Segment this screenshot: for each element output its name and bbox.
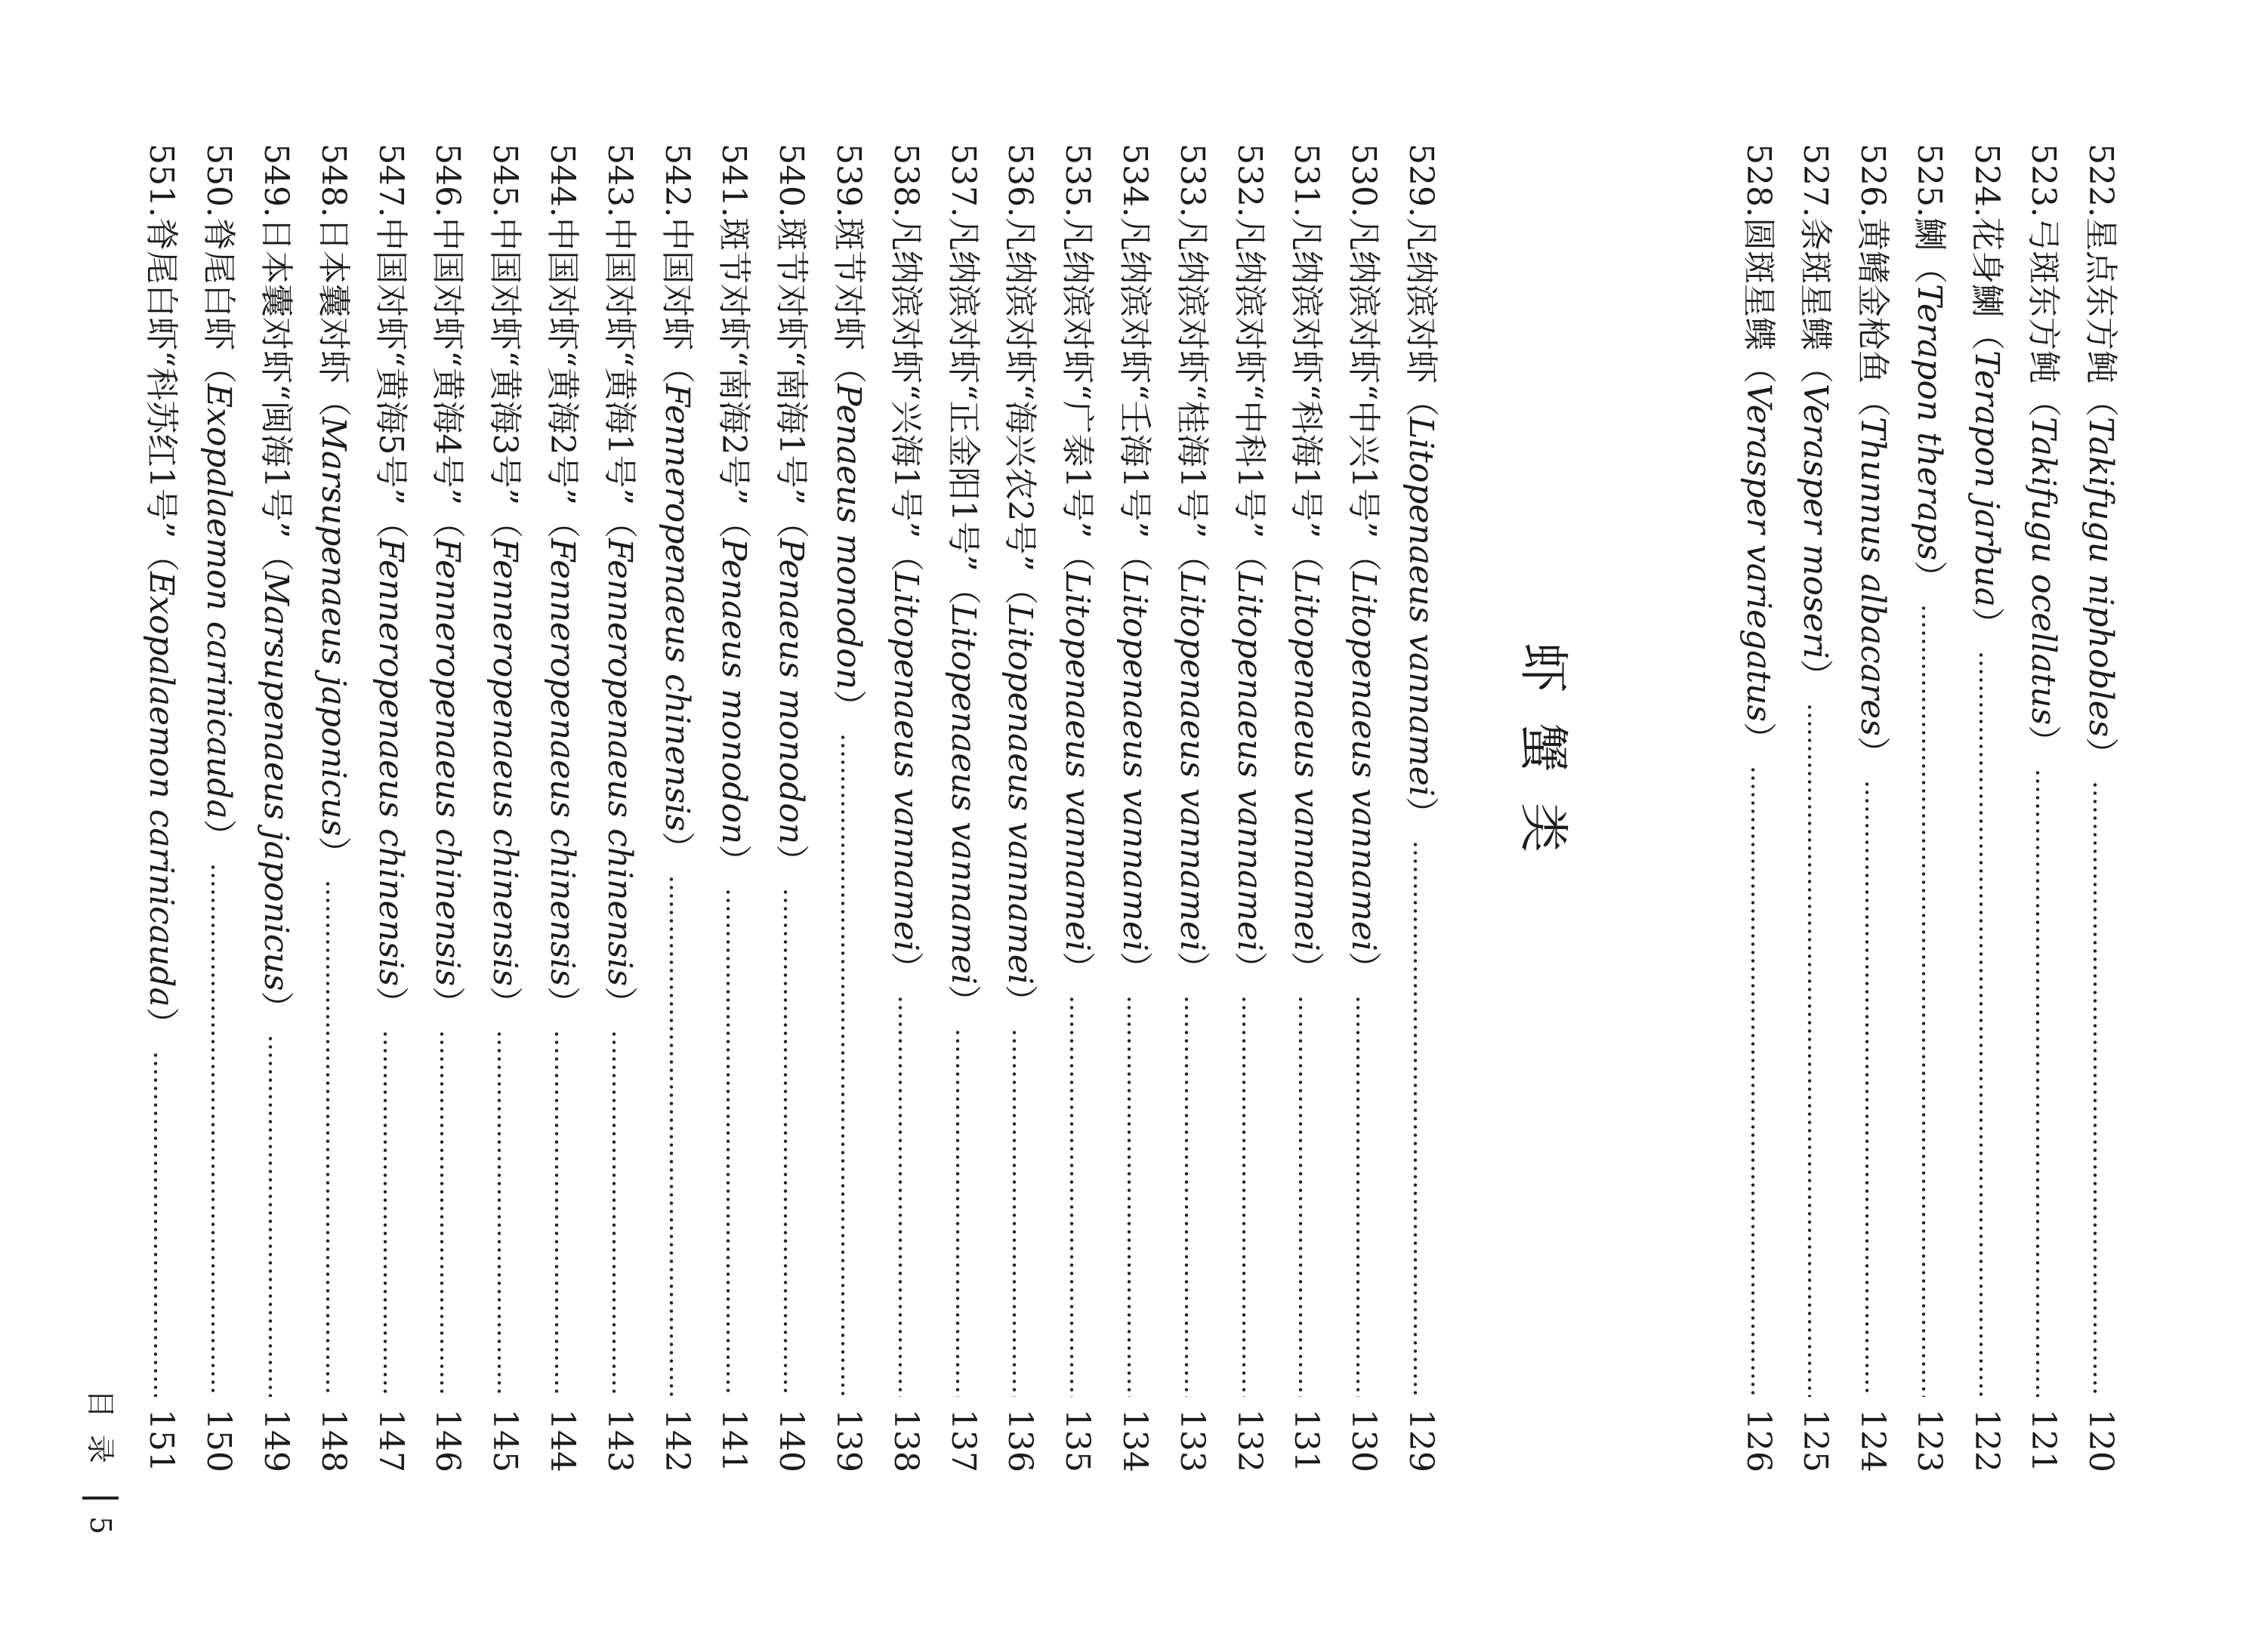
entry-scientific-name: Fenneropenaeus chinensis [428, 538, 467, 987]
entry-paren-close: ） [600, 986, 639, 1020]
entry-page-number: 146 [428, 1409, 467, 1472]
toc-entry [255, 143, 297, 1472]
entry-number: 526 [1853, 143, 1892, 207]
entry-separator: . [142, 206, 181, 217]
entry-title: 中国对虾 [657, 217, 696, 350]
entry-number: 522 [2081, 143, 2120, 207]
entry-number: 551 [142, 143, 181, 207]
entry-paren-close: ） [371, 986, 410, 1020]
entry-scientific-name: Fenneropenaeus chinensis [486, 538, 525, 987]
toc-entry [770, 143, 812, 1472]
entry-paren-close: ） [657, 831, 696, 865]
entry-paren-close: ） [1967, 606, 2006, 640]
entry-paren-open: （ [543, 504, 582, 538]
entry-scientific-name: Penaeus monodon [714, 538, 754, 845]
entry-number: 546 [428, 143, 467, 207]
entry-dot-leader [669, 875, 674, 1397]
toc-entry [884, 143, 927, 1472]
entry-dot-leader [612, 1030, 616, 1397]
entry-title: 凡纳滨对虾 [1402, 217, 1440, 384]
entry-separator: . [2024, 206, 2063, 217]
toc-entry [598, 143, 640, 1472]
toc-entry [1056, 143, 1098, 1472]
entry-page-number: 137 [943, 1409, 983, 1472]
footer-page-number: 5 [84, 1516, 117, 1535]
entry-separator: . [1058, 206, 1097, 217]
entry-dot-leader [497, 1030, 501, 1397]
entry-dot-leader [1922, 604, 1927, 1397]
footer-label: 目录 [84, 1389, 117, 1481]
entry-separator: . [886, 206, 925, 217]
entry-page-number: 141 [714, 1409, 754, 1472]
entry-scientific-name: Takifugu niphobles [2081, 416, 2120, 738]
entry-scientific-name: Terapon theraps [1910, 283, 1949, 561]
entry-paren-close: ） [543, 986, 582, 1020]
entry-title: 凡纳滨对虾“中兴1号” [1344, 217, 1384, 538]
entry-number: 532 [1230, 143, 1269, 207]
entry-page-number: 148 [313, 1409, 353, 1472]
entry-paren-open: （ [199, 350, 239, 384]
entry-title: 鯻 [1910, 217, 1949, 251]
entry-paren-close: ） [943, 984, 983, 1018]
entry-separator: . [1402, 206, 1440, 217]
toc-entry [656, 143, 698, 1472]
entry-number: 550 [199, 143, 239, 207]
entry-separator: . [1115, 206, 1154, 217]
entry-page-number: 145 [486, 1409, 525, 1472]
toc-entry [483, 143, 526, 1472]
entry-title: 凡纳滨对虾“中科1号” [1230, 217, 1269, 538]
entry-number: 543 [600, 143, 639, 207]
entry-scientific-name: Litopenaeus vannamei [1058, 571, 1097, 951]
entry-paren-open: （ [1344, 538, 1384, 572]
toc-entry [197, 143, 239, 1472]
entry-number: 534 [1115, 143, 1154, 207]
entry-page-number: 135 [1058, 1409, 1097, 1472]
toc-entry [1399, 143, 1442, 1472]
entry-paren-close: ） [1230, 951, 1269, 985]
entry-separator: . [257, 206, 295, 217]
toc-entry [1171, 143, 1213, 1472]
entry-paren-close: ） [2024, 725, 2063, 759]
toc-entry [1285, 143, 1327, 1472]
entry-page-number: 150 [199, 1409, 239, 1472]
entry-scientific-name: Marsupenaeus japonicus [313, 416, 353, 837]
entry-paren-open: （ [1172, 538, 1211, 572]
entry-dot-leader [326, 880, 330, 1397]
entry-paren-close: ） [1796, 658, 1835, 692]
entry-title: 中国对虾“黄海3号” [486, 217, 525, 505]
entry-separator: . [1001, 206, 1040, 217]
entry-page-number: 144 [543, 1409, 582, 1472]
toc-entry [1794, 143, 1837, 1472]
entry-separator: . [714, 206, 754, 217]
entry-scientific-name: Litopenaeus vannamei [1172, 571, 1211, 951]
entry-title: 中国对虾“黄海1号” [600, 217, 639, 505]
entry-dot-leader [268, 1034, 273, 1397]
entry-scientific-name: Marsupenaeus japonicus [257, 571, 295, 991]
entry-title: 圆斑星鲽 [1739, 217, 1778, 350]
entry-page-number: 124 [1853, 1409, 1892, 1472]
entry-dot-leader [2036, 769, 2041, 1397]
entry-paren-close: ） [1739, 722, 1778, 756]
entry-paren-close: ） [1910, 560, 1949, 594]
entry-dot-leader [1356, 995, 1360, 1397]
entry-separator: . [371, 206, 410, 217]
page-footer [78, 1389, 123, 1638]
entry-page-number: 123 [1910, 1409, 1949, 1472]
entry-separator: . [1853, 206, 1892, 217]
entry-paren-close: ） [1853, 735, 1892, 769]
entry-scientific-name: Litopenaeus vannamei [1115, 571, 1154, 951]
entry-page-number: 129 [1402, 1409, 1440, 1472]
toc-entry [1737, 143, 1779, 1472]
entry-page-number: 138 [886, 1409, 925, 1472]
entry-paren-close: ） [714, 844, 754, 878]
entry-scientific-name: Fenneropenaeus chinensis [543, 538, 582, 987]
entry-title: 凡纳滨对虾“正金阳1号” [943, 217, 983, 572]
entry-paren-close: ） [486, 986, 525, 1020]
entry-paren-close: ） [1001, 984, 1040, 1018]
entry-title: 中国对虾“黄海5号” [371, 217, 410, 505]
entry-paren-close: ） [257, 991, 295, 1025]
entry-scientific-name: Litopenaeus vannamei [1287, 571, 1326, 951]
entry-paren-close: ） [428, 986, 467, 1020]
entry-paren-open: （ [1058, 538, 1097, 572]
entry-number: 536 [1001, 143, 1040, 207]
entry-paren-open: （ [142, 538, 181, 572]
entry-scientific-name: Litopenaeus vannamei [1230, 571, 1269, 951]
entry-scientific-name: Litopenaeus vannamei [943, 604, 983, 985]
entry-separator: . [543, 206, 582, 217]
entry-separator: . [1967, 206, 2006, 217]
entry-paren-open: （ [486, 504, 525, 538]
entry-paren-open: （ [428, 504, 467, 538]
toc-entry [312, 143, 354, 1472]
entry-dot-leader [554, 1030, 559, 1397]
entry-scientific-name: Litopenaeus vannamei [886, 571, 925, 951]
entry-dot-leader [1242, 995, 1246, 1397]
entry-page-number: 136 [1001, 1409, 1040, 1472]
entry-dot-leader [211, 863, 215, 1397]
toc-entry [541, 143, 583, 1472]
entry-dot-leader [1413, 840, 1418, 1397]
entry-number: 528 [1739, 143, 1778, 207]
entry-dot-leader [2093, 781, 2097, 1397]
entry-dot-leader [1865, 780, 1869, 1397]
entry-title: 黄鳍金枪鱼 [1853, 217, 1892, 384]
entry-page-number: 121 [2024, 1409, 2063, 1472]
entry-title: 中国对虾“黄海2号” [543, 217, 582, 505]
entry-page-number: 131 [1287, 1409, 1326, 1472]
entry-dot-leader [898, 995, 903, 1397]
entry-number: 541 [714, 143, 754, 207]
entry-dot-leader [726, 888, 730, 1397]
entry-paren-close: ） [142, 1007, 181, 1040]
entry-separator: . [1739, 206, 1778, 217]
entry-separator: . [428, 206, 467, 217]
entry-separator: . [313, 206, 353, 217]
entry-paren-close: ） [829, 689, 868, 723]
entry-scientific-name: Litopenaeus vannamei [1001, 604, 1040, 985]
entry-separator: . [1796, 206, 1835, 217]
entry-paren-close: ） [313, 836, 353, 870]
entry-title: 斑节对虾 [829, 217, 868, 350]
entry-title: 凡纳滨对虾“海兴农2号” [1001, 217, 1040, 572]
entry-paren-open: （ [371, 504, 410, 538]
entry-scientific-name: Exopalaemon carinicauda [199, 383, 239, 819]
entry-paren-close: ） [199, 818, 239, 852]
entry-number: 538 [886, 143, 925, 207]
entry-separator: . [2081, 206, 2120, 217]
entry-page-number: 132 [1230, 1409, 1269, 1472]
entry-paren-open: （ [943, 571, 983, 605]
entry-title: 脊尾白虾“科苏红1号” [142, 217, 181, 538]
entry-separator: . [1344, 206, 1384, 217]
entry-number: 549 [257, 143, 295, 207]
toc-entry [1342, 143, 1384, 1472]
entry-paren-open: （ [714, 504, 754, 538]
entry-scientific-name: Fenneropenaeus chinensis [371, 538, 410, 987]
entry-scientific-name: Verasper variegatus [1739, 383, 1778, 723]
entry-scientific-name: Penaeus monodon [772, 538, 811, 845]
entry-paren-open: （ [313, 383, 353, 417]
entry-paren-open: （ [1001, 571, 1040, 605]
entry-number: 542 [657, 143, 696, 207]
toc-entry [426, 143, 468, 1472]
toc-entry [712, 143, 754, 1472]
toc-entry [998, 143, 1041, 1472]
entry-page-number: 147 [371, 1409, 410, 1472]
entry-dot-leader [383, 1030, 387, 1397]
entry-dot-leader [1127, 995, 1131, 1397]
entry-paren-close: ） [1344, 951, 1384, 985]
entry-paren-close: ） [1115, 951, 1154, 985]
entry-dot-leader [1979, 651, 1983, 1397]
entry-paren-close: ） [1402, 797, 1440, 830]
entry-page-number: 122 [1967, 1409, 2006, 1472]
entry-dot-leader [1184, 995, 1189, 1397]
entry-title: 凡纳滨对虾“桂海1号” [1172, 217, 1211, 538]
entry-dot-leader [1012, 1028, 1017, 1397]
entry-paren-open: （ [1115, 538, 1154, 572]
entry-scientific-name: Litopenaeus vannamei [1344, 571, 1384, 951]
entry-paren-open: （ [257, 538, 295, 572]
entry-paren-open: （ [1910, 250, 1949, 284]
entry-dot-leader [1069, 995, 1074, 1397]
toc-entry [2023, 143, 2065, 1472]
entry-separator: . [772, 206, 811, 217]
entry-paren-close: ） [772, 844, 811, 878]
entry-title: 凡纳滨对虾“科海1号” [1287, 217, 1326, 538]
entry-page-number: 125 [1796, 1409, 1835, 1472]
entry-page-number: 140 [772, 1409, 811, 1472]
entry-paren-open: （ [1796, 350, 1835, 384]
entry-paren-open: （ [1739, 350, 1778, 384]
toc-entry [2079, 143, 2121, 1472]
entry-separator: . [1230, 206, 1269, 217]
entry-paren-close: ） [2081, 737, 2120, 771]
toc-entry [369, 143, 412, 1472]
entry-number: 537 [943, 143, 983, 207]
entry-number: 523 [2024, 143, 2063, 207]
toc-entry [1851, 143, 1893, 1472]
entry-number: 548 [313, 143, 353, 207]
entry-scientific-name: Takifugu ocellatus [2024, 416, 2063, 726]
entry-title: 日本囊对虾“闽海1号” [257, 217, 295, 538]
entry-paren-open: （ [886, 538, 925, 572]
entry-scientific-name: Litopenaeus vannamei [1402, 416, 1440, 797]
entry-title: 日本囊对虾 [313, 217, 353, 384]
entry-number: 527 [1796, 143, 1835, 207]
entry-paren-open: （ [1967, 316, 2006, 350]
entry-dot-leader [440, 1030, 444, 1397]
entry-page-number: 151 [142, 1409, 181, 1472]
entry-separator: . [1287, 206, 1326, 217]
entry-scientific-name: Fenneropenaeus chinensis [600, 538, 639, 987]
entry-paren-close: ） [886, 951, 925, 985]
entry-dot-leader [153, 1051, 158, 1397]
entry-page-number: 149 [257, 1409, 295, 1472]
entry-paren-close: ） [1287, 951, 1326, 985]
entry-dot-leader [841, 733, 845, 1397]
entry-separator: . [657, 206, 696, 217]
section-heading: 虾蟹类 [1514, 643, 1572, 883]
entry-separator: . [1910, 206, 1949, 217]
entry-number: 540 [772, 143, 811, 207]
entry-dot-leader [1808, 703, 1813, 1397]
entry-title: 凡纳滨对虾“壬海1号” [1115, 217, 1154, 538]
entry-title: 中国对虾“黄海4号” [428, 217, 467, 505]
entry-dot-leader [1298, 995, 1303, 1397]
entry-page-number: 133 [1172, 1409, 1211, 1472]
entry-paren-open: （ [772, 504, 811, 538]
entry-title: 弓斑东方鲀 [2024, 217, 2063, 384]
entry-page-number: 134 [1115, 1409, 1154, 1472]
entry-scientific-name: Verasper moseri [1796, 383, 1835, 659]
entry-paren-open: （ [1402, 383, 1440, 417]
entry-dot-leader [955, 1028, 960, 1397]
entry-number: 525 [1910, 143, 1949, 207]
entry-page-number: 142 [657, 1409, 696, 1472]
entry-number: 547 [371, 143, 410, 207]
toc-entry [1228, 143, 1270, 1472]
entry-paren-open: （ [1230, 538, 1269, 572]
entry-title: 条斑星鲽 [1796, 217, 1835, 350]
entry-paren-open: （ [829, 350, 868, 384]
entry-page-number: 126 [1739, 1409, 1778, 1472]
entry-dot-leader [1751, 766, 1755, 1397]
entry-number: 524 [1967, 143, 2006, 207]
entry-number: 545 [486, 143, 525, 207]
entry-paren-open: （ [1287, 538, 1326, 572]
footer-divider [82, 1497, 119, 1500]
entry-scientific-name: Terapon jarbua [1967, 350, 2006, 607]
entry-number: 530 [1344, 143, 1384, 207]
toc-entry [140, 143, 182, 1472]
toc-entry [1965, 143, 2007, 1472]
entry-scientific-name: Thunnus albacares [1853, 416, 1892, 736]
entry-paren-open: （ [657, 350, 696, 384]
entry-number: 535 [1058, 143, 1097, 207]
entry-page-number: 120 [2081, 1409, 2120, 1472]
entry-paren-open: （ [1853, 383, 1892, 417]
entry-separator: . [600, 206, 639, 217]
entry-title: 凡纳滨对虾“广泰1号” [1058, 217, 1097, 538]
entry-scientific-name: Exopalaemon carinicauda [142, 571, 181, 1007]
entry-title: 凡纳滨对虾“兴海1号” [886, 217, 925, 538]
toc-entry [827, 143, 869, 1472]
entry-page-number: 143 [600, 1409, 639, 1472]
entry-paren-open: （ [2081, 383, 2120, 417]
entry-scientific-name: Fenneropenaeus chinensis [657, 383, 696, 832]
entry-title: 星点东方鲀 [2081, 217, 2120, 384]
entry-number: 539 [829, 143, 868, 207]
entry-page-number: 139 [829, 1409, 868, 1472]
entry-number: 529 [1402, 143, 1440, 207]
toc-entry [1909, 143, 1951, 1472]
entry-separator: . [199, 206, 239, 217]
toc-entry [1113, 143, 1156, 1472]
entry-title: 斑节对虾“南海2号” [714, 217, 754, 505]
entry-paren-open: （ [600, 504, 639, 538]
entry-separator: . [943, 206, 983, 217]
toc-entry [942, 143, 984, 1472]
entry-separator: . [1172, 206, 1211, 217]
entry-separator: . [829, 206, 868, 217]
entry-title: 花身鯻 [1967, 217, 2006, 317]
entry-separator: . [486, 206, 525, 217]
entry-title: 脊尾白虾 [199, 217, 239, 350]
entry-paren-close: ） [1172, 951, 1211, 985]
entry-page-number: 130 [1344, 1409, 1384, 1472]
entry-number: 533 [1172, 143, 1211, 207]
entry-paren-open: （ [2024, 383, 2063, 417]
entry-number: 544 [543, 143, 582, 207]
entry-paren-close: ） [1058, 951, 1097, 985]
entry-title: 斑节对虾“南海1号” [772, 217, 811, 505]
entry-number: 531 [1287, 143, 1326, 207]
entry-dot-leader [783, 888, 788, 1397]
entry-scientific-name: Penaeus monodon [829, 383, 868, 690]
